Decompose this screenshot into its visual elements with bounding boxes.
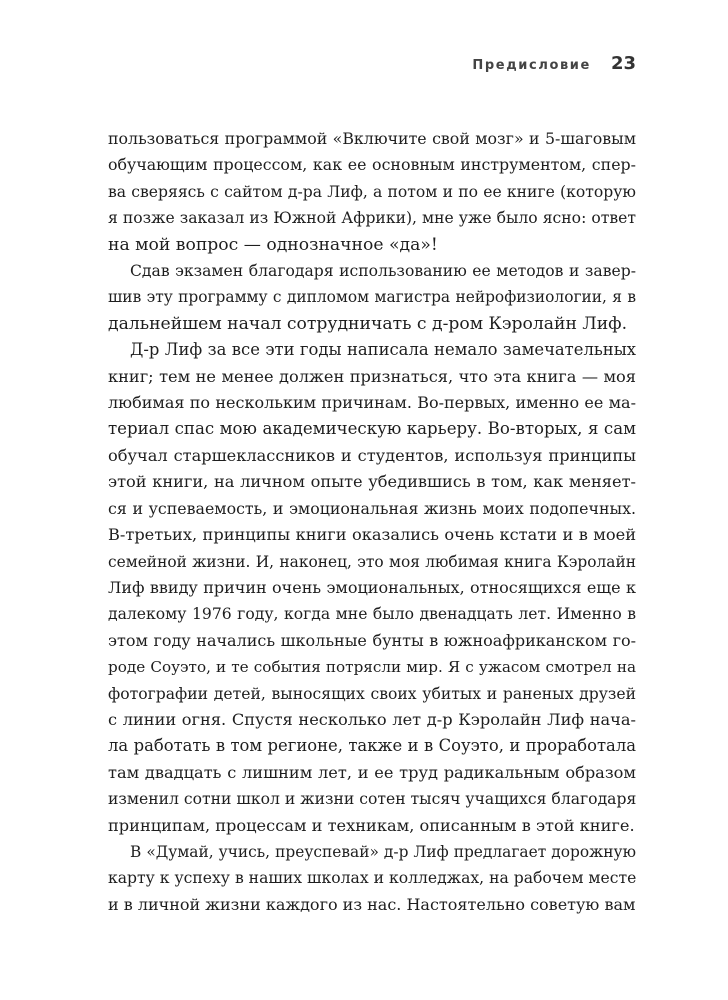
text-line: книг; тем не менее должен признаться, что эта книга — моя bbox=[108, 366, 636, 386]
text-line: любимая по нескольким причинам. Во-первых, именно ее ма- bbox=[108, 393, 636, 413]
text-line: В «Думай, учись, преуспевай» д-р Лиф предлагает дорожную bbox=[130, 842, 636, 861]
text-line: этом году начались школьные бунты в южноафриканском го- bbox=[108, 630, 636, 650]
text-line: обучал старшеклассников и студентов, используя принципы bbox=[108, 445, 636, 465]
page-header bbox=[472, 53, 636, 74]
text-line: Сдав экзамен благодаря использованию ее методов и завер- bbox=[130, 262, 636, 281]
text-line: обучающим процессом, как ее основным инструментом, спер- bbox=[108, 155, 636, 175]
text-line: ва сверяясь с сайтом д-ра Лиф, а потом и по ее книге (которую bbox=[108, 182, 636, 201]
paragraph bbox=[108, 839, 636, 918]
text-line: изменил сотни школ и жизни сотен тысяч учащихся благодаря bbox=[108, 790, 637, 809]
running-head: Предисловие bbox=[472, 58, 591, 73]
body-text bbox=[108, 126, 636, 918]
text-line: принципам, процессам и техникам, описанным в этой книге. bbox=[108, 815, 635, 835]
text-line: семейной жизни. И, наконец, это моя любимая книга Кэролайн bbox=[108, 552, 636, 571]
text-line: фотографии детей, выносящих своих убитых и раненых друзей bbox=[108, 684, 636, 703]
text-line: Д-р Лиф за все эти годы написала немало замечательных bbox=[130, 340, 636, 360]
text-line: с линии огня. Спустя несколько лет д-р Кэролайн Лиф нача- bbox=[108, 709, 636, 729]
paragraph bbox=[108, 258, 636, 337]
paragraph bbox=[108, 337, 636, 839]
paragraph bbox=[108, 126, 636, 258]
text-line: териал спас мою академическую карьеру. Во-вторых, я сам bbox=[108, 419, 636, 439]
text-line: Лиф ввиду причин очень эмоциональных, относящихся еще к bbox=[108, 577, 636, 597]
text-line: я позже заказал из Южной Африки), мне уже было ясно: ответ bbox=[108, 209, 636, 228]
text-line: и в личной жизни каждого из нас. Настоятельно советую вам bbox=[108, 894, 636, 914]
text-line: дальнейшем начал сотрудничать с д-ром Кэролайн Лиф. bbox=[108, 313, 628, 334]
text-line: шив эту программу с дипломом магистра нейрофизиологии, я в bbox=[108, 288, 636, 307]
text-line: пользоваться программой «Включите свой мозг» и 5-шаговым bbox=[108, 129, 636, 148]
text-line: роде Соуэто, и те события потрясли мир. Я с ужасом смотрел на bbox=[108, 658, 636, 677]
text-line: ла работать в том регионе, также и в Соуэто, и проработала bbox=[108, 736, 636, 756]
text-line: ся и успеваемость, и эмоциональная жизнь моих подопечных. bbox=[108, 498, 636, 518]
text-line: карту к успеху в наших школах и колледжах, на рабочем месте bbox=[108, 869, 637, 888]
text-line: этой книги, на личном опыте убедившись в том, как меняет- bbox=[108, 472, 636, 492]
text-line: на мой вопрос — однозначное «да»! bbox=[108, 234, 438, 255]
page-number: 23 bbox=[610, 53, 636, 74]
text-line: В-третьих, принципы книги оказались очень кстати и в моей bbox=[108, 525, 636, 545]
text-line: там двадцать с лишним лет, и ее труд радикальным образом bbox=[108, 762, 636, 782]
text-line: далекому 1976 году, когда мне было двенадцать лет. Именно в bbox=[108, 605, 636, 624]
